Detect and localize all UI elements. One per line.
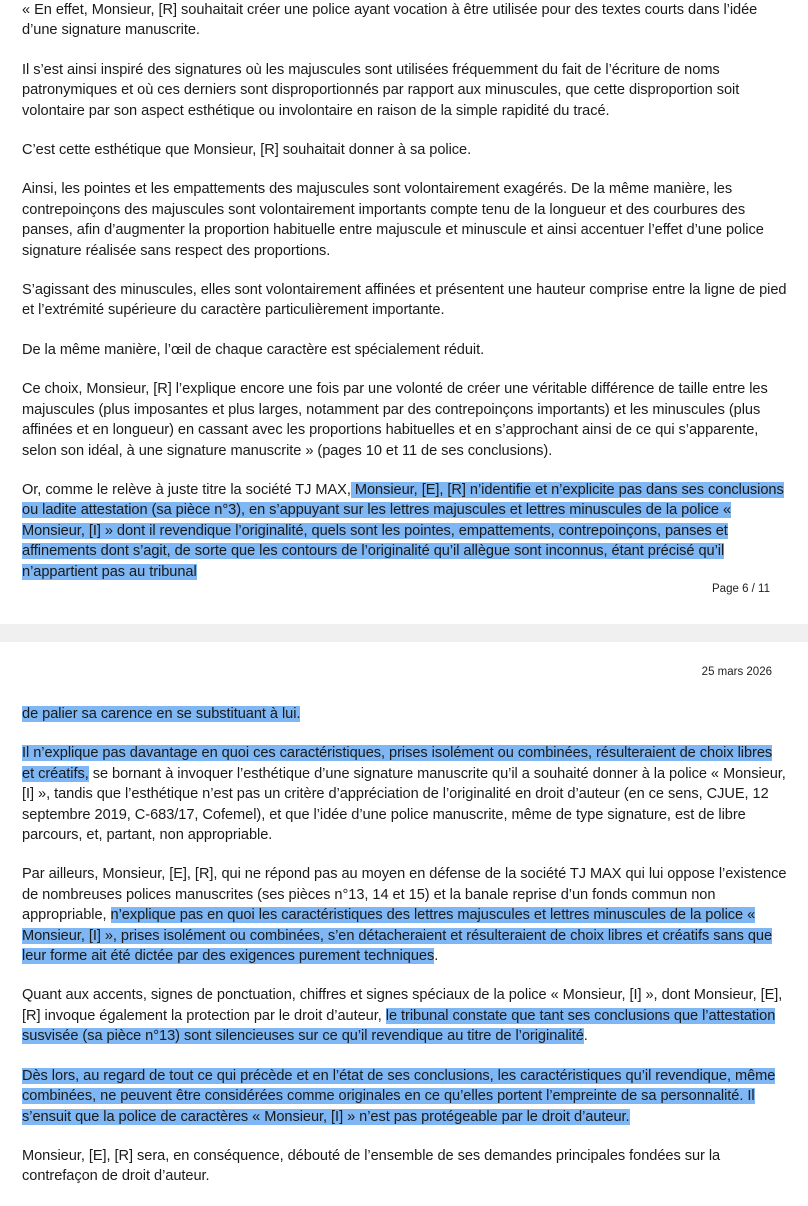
highlighted-text: Il n’explique pas davantage en quoi ces caractéristiques, prises isolément ou combinées, résulteraient de choix libres et créatifs,: [22, 745, 773, 782]
highlighted-text: de palier sa carence en se substituant à lui.: [22, 706, 301, 722]
page-date: 25 mars 2026: [701, 666, 772, 678]
text-segment: Par ailleurs, Monsieur, [E], [R], qui ne répond pas au moyen en défense de la société TJ MAX qui lui oppose l’existence de nombreuses polices manuscrites (ses pièces n°13, 14 et 15) et la banale reprise d’un fonds commun non appropriable,: [22, 866, 787, 924]
text-segment: Quant aux accents, signes de ponctuation, chiffres et signes spéciaux de la police « Monsieur, [I] », dont Monsieur, [E], [R] invoque également la protection par le droit d’auteur,: [22, 987, 783, 1024]
text-segment: Monsieur, [E], [R] sera, en conséquence, débouté de l’ensemble de ses demandes principales fondées sur la contrefaçon de droit d’auteur.: [22, 1147, 721, 1185]
paragraph: [22, 60, 788, 121]
paragraph: [22, 280, 788, 321]
highlighted-text: n’explique pas en quoi les caractéristiques des lettres majuscules et lettres minuscules de la police « Monsieur, [I] », prises isolément ou combinées, s’en détacheraient et résulteraient de choix libres et créatifs sans que leur forme ait été dictée par des exigences purement techniques: [22, 907, 773, 965]
text-segment: S’agissant des minuscules, elles sont volontairement affinées et présentent une hauteur comprise entre la ligne de pied et l’extrémité supérieure du caractère particulièrement importante.: [22, 282, 787, 319]
text-segment: .: [434, 948, 439, 965]
page-number: Page 6 / 11: [712, 583, 770, 595]
paragraph: [22, 480, 788, 582]
text-segment: Ce choix, Monsieur, [R] l’explique encore une fois par une volonté de créer une véritable différence de taille entre les majuscules (plus imposantes et plus larges, notamment par des contrepoinçons importants) et les minuscules (plus affinées et en longueur) en cassant avec les proportions habituelles et en s’approchant ainsi de ce qui s’apparente, selon son idéal, à une signature manuscrite » (pages 10 et 11 de ses conclusions).: [22, 381, 768, 459]
paragraph: [22, 864, 788, 966]
paragraph: [22, 0, 788, 41]
paragraph: [22, 704, 788, 724]
text-segment: « En effet, Monsieur, [R] souhaitait créer une police ayant vocation à être utilisée pour des textes courts dans l’idée d’une signature manuscrite.: [22, 2, 758, 39]
text-segment: .: [583, 1028, 588, 1045]
paragraph: [22, 340, 788, 360]
paragraph: [22, 1066, 788, 1127]
paragraph: [22, 743, 788, 845]
text-segment: Or, comme le relève à juste titre la société TJ MAX,: [22, 481, 351, 498]
paragraph: [22, 1146, 788, 1187]
text-segment: Il s’est ainsi inspiré des signatures où les majuscules sont utilisées fréquemment du fait de l’écriture de noms patronymiques et où ces derniers sont disproportionnés par rapport aux minuscules, que cette disproportion soit volontaire par son aspect esthétique ou involontaire en raison de la simple rapidité du tracé.: [22, 61, 740, 119]
document-page-7: [0, 642, 808, 1200]
paragraph: [22, 985, 788, 1046]
highlighted-text: Dès lors, au regard de tout ce qui précède et en l’état de ses conclusions, les caractéristiques qu’il revendique, même combinées, ne peuvent être considérées comme originales en ce qu’elles portent l’empreinte de sa personnalité. Il s’ensuit que la police de caractères « Monsieur, [I] » n’est pas protégeable par le droit d’auteur.: [22, 1067, 776, 1125]
text-segment: se bornant à invoquer l’esthétique d’une signature manuscrite qu’il a souhaité donner à la police « Monsieur, [I] », tandis que l’esthétique n’est pas un critère d’appréciation de l’originalité en droit d’auteur (en ce sens, CJUE, 12 septembre 2019, C-683/17, Cofemel), et que l’idée d’une police manuscrite, même de type signature, est de libre parcours, et, partant, non appropriable.: [22, 765, 786, 844]
paragraph: [22, 179, 788, 261]
paragraph: [22, 140, 788, 160]
page-6-body: [22, 0, 788, 601]
text-segment: De la même manière, l’œil de chaque caractère est spécialement réduit.: [22, 341, 485, 358]
page-separator: [0, 624, 808, 642]
paragraph: [22, 379, 788, 461]
highlighted-text: Monsieur, [E], [R] n’identifie et n’explicite pas dans ses conclusions ou ladite attestation (sa pièce n°3), en s’appuyant sur les lettres majuscules et lettres minuscules de la police « Monsieur, [I] » dont il revendique l’originalité, quels sont les pointes, empattements, contrepoinçons, panses et affinements dont s’agit, de sorte que les contours de l’originalité qu’il allègue sont inconnus, étant précisé qu’il n’appartient pas au tribunal: [22, 481, 784, 580]
page-7-body: [22, 704, 788, 1206]
highlighted-text: le tribunal constate que tant ses conclusions que l’attestation susvisée (sa pièce n°13) sont silencieuses sur ce qu’il revendique au titre de l’originalité: [22, 1007, 776, 1045]
text-segment: C’est cette esthétique que Monsieur, [R] souhaitait donner à sa police.: [22, 142, 472, 159]
text-segment: Ainsi, les pointes et les empattements des majuscules sont volontairement exagérés. De la même manière, les contrepoinçons des majuscules sont volontairement importants compte tenu de la longueur et des courbures des panses, afin d’augmenter la proportion habituelle entre majuscule et minuscule et ainsi accentuer l’effet d’une police signature réalisée sans respect des proportions.: [22, 181, 764, 259]
